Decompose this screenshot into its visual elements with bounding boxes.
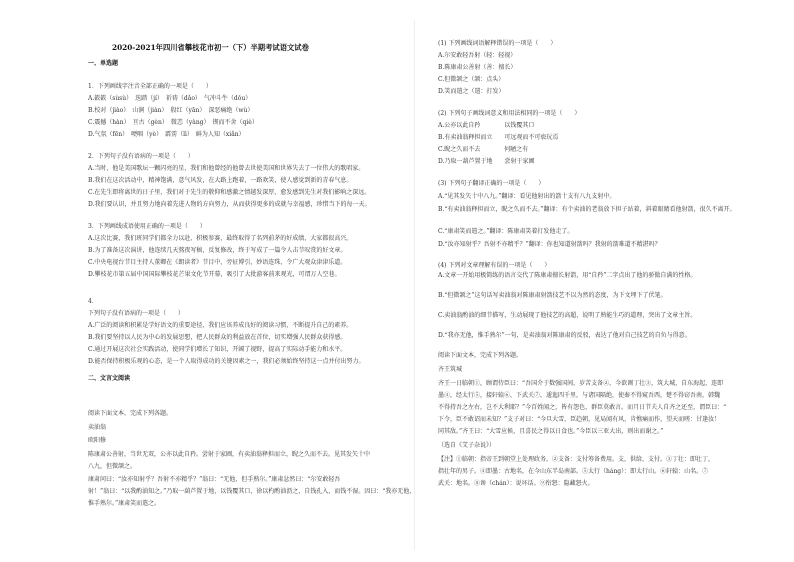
r-q2-option-b: B.有卖油翁释担而立 可远观而不可亵玩焉 [438, 134, 559, 141]
page-title: 2020-2021年四川省攀枝花市初一（下）半期考试语文试卷 [112, 43, 309, 52]
q3-option-b: B.为了准备这次演讲，他连续几天熬夜写稿，反复修改，终于写成了一篇令人击节叹赏的好文章。 [88, 247, 347, 254]
q3-option-a: A.这次比赛，我们班同学们都全力以赴，积极参赛，最终取得了名列前茅的好成绩，大家都很高兴。 [88, 235, 353, 242]
r-q2-option-d: D.乃取一葫芦置于地 尝射于家圃 [438, 158, 535, 165]
q1-option-d: D.气氛（fēn） 哽咽（yè） 霹雳（lì） 鲜为人知（xiǎn） [88, 131, 245, 138]
passage-title: 卖油翁 [88, 424, 107, 431]
r-passage-source: （选自《艾子杂说》） [438, 442, 496, 449]
column-divider [414, 20, 415, 550]
q2-option-c: C.在先生即将离世的日子里，我们对于先生的敬仰和感激之情越发深厚，愈发感到先生对我们影响之深远。 [88, 189, 371, 196]
question-2-stem: 2．下列句子没有语病的一项是（ ） [88, 153, 194, 160]
r-passage-line: 齐王一日临朝①，顾谓侍臣曰：“吾国介于数强国间，岁苦支备②，今欲调丁壮③，筑大城，自东海起，连即 [438, 380, 724, 387]
passage-line: 射！”翁曰：“以我酌油知之。”乃取一葫芦置于地，以钱覆其口，徐以杓酌油沥之，自钱孔入，而钱不湿。因曰：“我亦无他， [88, 488, 416, 495]
q3-option-c: C.中央电视台节目主持人董卿在《朗读者》节目中，旁征博引，妙语连珠，令广大观众津津乐道。 [88, 259, 347, 266]
r-q3-option-d: D.“汝亦知射乎？吾射不亦精乎？”翻译：你也知道射箭吗？我射的箭难道不精湛吗？ [438, 241, 661, 248]
r-q4-option-a: A.文章一开始用极简练的语言交代了陈康肃擅长射箭，用“自矜”二字点出了他的骄傲自满的性格。 [438, 272, 697, 279]
r-passage-line: 下令，臣不敢诏而未知？”支子对曰：“今旦大雪，臣趋朝，见局闻有风，肯憔痛而作，望天而嗟：甘逢汝！ [438, 416, 721, 423]
q4-option-d: D.能否保持积极乐观的心态，是一个人取得成功的关键因素之一，我们必须始终坚持这一点并付出努力。 [88, 358, 365, 365]
question-1-stem: 1．下列画线字注音全部正确的一项是（ ） [88, 83, 212, 90]
passage-line: 惟手熟尔。”康肃笑而遣之。 [88, 500, 161, 507]
r-q2-option-a: A.公亦以此自矜 以钱覆其口 [438, 122, 535, 129]
r-question-2-stem: (2) 下列句子画线词意义和用法相同的一项是（ ） [438, 110, 581, 117]
left-column [78, 0, 416, 562]
r-q1-option-b: B.陈康肃公善射（善：擅长） [438, 64, 517, 71]
r-passage-title: 齐王筑城 [438, 366, 463, 373]
r-q1-option-a: A.尔安敢轻吾射（轻：轻视） [438, 52, 517, 59]
q1-option-b: B.校对（jiào） 山涧（jiàn） 殷红（yān） 深恶痛绝（wù） [88, 107, 254, 114]
passage-author: 欧阳修 [88, 437, 107, 444]
q3-option-d: D.攀枝花市第五届中国国际攀枝花芒果文化节开幕，吸引了大批游客前来观光，可谓万人空巷。 [88, 271, 341, 278]
question-4-number: 4． [88, 298, 98, 305]
q1-option-a: A.簌簌（sùsù） 迭踏（jí） 祈祷（dǎo） 气冲斗牛（dǒu） [88, 95, 252, 102]
r-notes-line: 武关：地名。⑧谗（chán）：说坏话。⑨衔怒：隐藏怒火。 [438, 480, 594, 487]
r-q3-option-c: C.“康肃笑而遣之。”翻译：陈康肃笑着打发他走了。 [438, 228, 574, 235]
r-q4-option-c: C.卖油翁酌油的细节描写，生动展现了他技艺的高超，说明了熟能生巧的道理，突出了文章主旨。 [438, 312, 697, 319]
reading-instruction: 阅读下面文本，完成下列各题。 [88, 410, 173, 417]
r-passage-line: 墨④，经太行⑤，接轩辕⑥，下武关⑦，逶迤四千里，与诸国隔绝，使秦不得窥吾西，楚不得窃吾南，韩魏 [438, 392, 721, 399]
q4-option-b: B.我们要坚持以人民为中心的发展思想，把人民群众的利益放在首位，切实增强人民群众获得感。 [88, 334, 347, 341]
r-notes-line: 【注】①临朝：指帝王到朝堂上处理政务。②支备：支付筹备费用。支，供给，支付。③丁壮：即壮丁， [438, 456, 715, 463]
r-q3-option-a: A.“见其发矢十中八九。”翻译：看见他射出的箭十支有八九支射中。 [438, 193, 616, 200]
r-notes-line: 指壮年的男子。④即墨：古地名，在今山东半岛南部。⑤太行（háng）：即太行山。⑥轩辕：山名。⑦ [438, 468, 709, 475]
passage-line: 陈康肃公善射，当世无双，公亦以此自矜。尝射于家圃，有卖油翁释担而立，睨之久而不去。见其发矢十中 [88, 451, 371, 458]
q4-option-c: C.通过开展这次社会实践活动，使同学们增长了知识，开阔了视野，提高了实际动手能力和水平。 [88, 346, 347, 353]
r-q3-option-b: B.“有卖油翁释担而立，睨之久而不去。”翻译：有个卖油的老翁放下担子站着，斜着眼睛看他射箭，很久不离开。 [438, 206, 736, 213]
question-4-stem: 下列句子没有语病的一项是（ ） [88, 310, 185, 317]
r-question-3-stem: (3) 下列句子翻译正确的一项是（ ） [438, 180, 545, 187]
q2-option-d: D.我们要认识，并且努力地向着先进人物的方向努力，从而获得更多的成就与幸福感，珍惜当下的每一天。 [88, 201, 371, 208]
passage-line: 康肃问曰：“汝亦知射乎？吾射不亦精乎？”翁曰：“无他，但手熟尔。”康肃忿然曰：“尔安敢轻吾 [88, 476, 341, 483]
right-column [430, 0, 740, 562]
q2-option-b: B.我们在这次活动中，精神饱满，意气风发，在大路上跑着，一路欢笑，使人感觉到新的青春气息。 [88, 177, 353, 184]
r-reading-instruction: 阅读下面文本，完成下列各题。 [438, 352, 523, 359]
r-passage-line: 同其敌。”齐王曰：“大雪应候，且喜民之得以日食也。”今臣以三亚大出，则出而谢之。” [438, 428, 664, 435]
section-heading-1: 一、单选题 [88, 60, 119, 67]
r-question-1-stem: (1) 下列画线词语解释错误的一项是（ ） [438, 40, 557, 47]
q2-option-a: A.当时，他是美国歌坛一颗闪亮的星，我们和他曾经的他曾去世使美国和世界失去了一位伟大的歌唱家。 [88, 165, 365, 172]
r-q4-option-d: D.“我亦无他，惟手熟尔”一句，是卖油翁对陈康肃的反驳，表达了他对自己技艺的自负与得意。 [438, 332, 691, 339]
r-q2-option-c: C.睨之久而不去 何陋之有 [438, 146, 529, 153]
r-q1-option-d: D.笑而遣之（遣：打发） [438, 88, 505, 95]
section-heading-2: 二、文言文阅读 [88, 375, 131, 382]
r-question-4-stem: (4) 下列对文章理解有误的一项是（ ） [438, 262, 551, 269]
r-q4-option-b: B.“但微颔之”这句话写卖油翁对陈康肃射箭技艺不以为然的态度，为下文埋下了伏笔。 [438, 292, 667, 299]
r-q1-option-c: C.但微颔之（颔：点头） [438, 76, 505, 83]
q4-option-a: A.广泛的阅读和积累是学好语文的重要途径，我们应该养成良好的阅读习惯，不断提升自己的素养。 [88, 322, 353, 329]
question-3-stem: 3．下列画线成语使用正确的一项是（ ） [88, 223, 206, 230]
passage-line: 八九，但微颔之。 [88, 463, 137, 470]
q1-option-c: C.震撼（hàn） 亘古（gèn） 微恙（yàng） 锲而不舍（qiè） [88, 119, 258, 126]
r-passage-line: 不得持吾之左右，岂不大利耶？”今百姓闻之，皆有怨色，群臣莫敢言。而月日节夫人自齐之还至，谓臣曰：“ [438, 404, 727, 411]
